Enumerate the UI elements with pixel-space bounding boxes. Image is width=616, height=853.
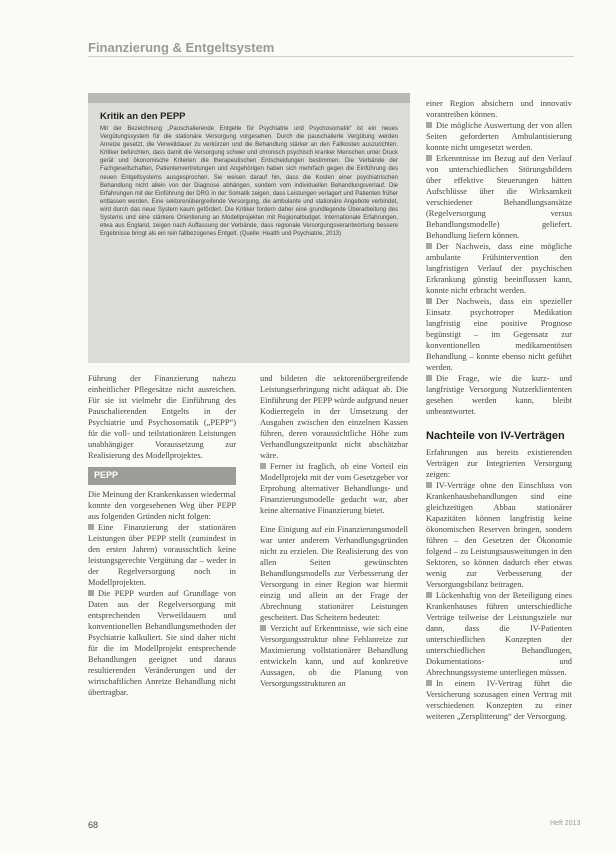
bullet-square-icon <box>426 155 432 161</box>
info-box-text: Mit der Bezeichnung „Pauschalierende Entgelte für Psychiatrie und Psychosomatik“ ist ein neues Vergütungssystem für die stationäre Versorgung vorgesehen. Durch die pauschalierte Vergütung werden Anreize gesetzt, die Verweildauer zu verkürzen und die Behandlung stärker an den Fallkosten auszurichten. Kritiker befürchten, dass damit die Versorgung schwer und chronisch psychisch kranker Menschen unter Druck gerät und ökonomische Kriterien die therapeutischen Entscheidungen bestimmen. Die Verbände der Fachgesellschaften, Patientenvertretungen und Angehörigen haben sich mehrfach gegen die Einführung des neuen Entgeltsystems ausgesprochen. Sie weisen darauf hin, dass die Kosten einer psychiatrischen Behandlung nicht allein von der Diagnose abhängen, sondern vom individuellen Behandlungsverlauf. Die Erfahrungen mit der Einführung der DRG in der Somatik zeigen, dass Leistungen verlagert und Patienten früher entlassen werden. Eine sektorenübergreifende Versorgung, die ambulante und stationäre Angebote verbindet, wird durch das neue System kaum gefördert. Die Kritiker fordern daher eine grundlegende Überarbeitung des Systems und eine stärkere Orientierung an Modellprojekten mit Regionalbudget. Internationale Erfahrungen, etwa aus England, zeigen nach Auffassung der Verbände, dass regionale Versorgungsverantwortung bessere Ergebnisse bringt als ein rein fallbezogenes Entgelt. (Quelle: Health und Psychiatrie, 2013) <box>100 126 398 238</box>
bullet-square-icon <box>426 122 432 128</box>
bullet-square-icon <box>426 592 432 598</box>
bullet-item: Erkenntnisse im Bezug auf den Verlauf von unterschiedlichen Störungsbildern über effektive Steuerungen hätten Aufschlüsse über die Wirksamkeit verschiedener Behandlungsansätze (Regelversorgung versus Behandlungsmodelle) geliefert. Behandlung liefern können. <box>426 154 572 240</box>
bullet-item: Die Frage, wie die kurz- und langfristige Versorgung Nutzerkliententen gesehen werden kann, bleibt unbeantwortet. <box>426 374 572 416</box>
page-number: 68 <box>88 820 99 830</box>
paragraph: Führung der Finanzierung nahezu einheitlicher Pflegesätze nicht ausreichen. Für sie ist vielmehr die Einführung des Pauschalierenden Entgelts in der Psychiatrie und Psychosomatik („PEPP“) für die voll- und teilstationären Leistungen unabhängiger Voraussetzung zur Realisierung des Modellprojektes. <box>88 374 236 460</box>
info-box-body <box>100 125 398 238</box>
info-box-header-bar <box>88 93 410 103</box>
bullet-square-icon <box>426 298 432 304</box>
bullet-square-icon <box>88 524 94 530</box>
bullet-square-icon <box>88 590 94 596</box>
paragraph: und bildeten die sektorenübergreifende Leistungserbringung nicht adäquat ab. Die Einführung der PEPP würde aufgrund neuer Kodierregeln in der Umsetzung der Ausgaben zwischen den einzelnen Kassen führen, deren voraussichtliche Höhe zum Verhandlungszeitpunkt nicht abschätzbar wäre. <box>260 374 408 460</box>
bullet-item: Die mögliche Auswertung der von allen Seiten geforderten Ambulantisierung konnte nicht umgesetzt werden. <box>426 121 572 152</box>
bullet-item: Eine Finanzierung der stationären Leistungen über PEPP stellt (zumindest in den ersten Jahren) vorausschtlich keine leistungsgerechte Vergütung dar – weder in der Regelversorgung noch in Modellprojekten. <box>88 523 236 587</box>
issue-label: Heft 2013 <box>550 820 581 827</box>
bullet-square-icon <box>260 625 266 631</box>
bullet-square-icon <box>426 243 432 249</box>
column-1 <box>88 373 236 698</box>
section-heading-bar <box>88 467 236 485</box>
bullet-item: Lückenhaftig von der Beteiligung eines Krankenhauses führen unterschiedliche Verträge teilweise der Leistungsziele nur dann, dass die IV-Patienten unterschiedlichen Konzepten der unterschiedlichen Behandlungen, Dokumentations- und Abrechnungssysteme unterliegen müssen. <box>426 591 572 677</box>
bullet-item: IV-Verträge ohne den Einschluss von Krankenhausbehandlungen sind eine gleichzeitigen Abbau stationärer Kapazitäten können langfristig keine ökonomischen Reserven bringen, sondern führen – den Gesetzen der Ökonomie folgend – zu Leistungsausweitungen in den Sektoren, so können dadurch eher etwas wenig zur Verbesserung der Versorgungsbilanz beitragen. <box>426 481 572 589</box>
bullet-item: In einem IV-Vertrag führt die Versicherung sozusagen einen Vertrag mit verschiedenen Konzepten zu einer weiteren „Zersplitterung“ der Versorgung. <box>426 679 572 721</box>
column-2 <box>260 373 408 689</box>
bullet-square-icon <box>426 482 432 488</box>
bullet-item: Ferner ist fraglich, ob eine Vorteil ein Modellprojekt mit der vom Gesetzgeber vor Erprobung alternativer Behandlungs- und Finanzierungsmodelle gedacht war, aber keine alternative Finanzierung bietet. <box>260 462 408 515</box>
bullet-square-icon <box>426 375 432 381</box>
bullet-item: Die PEPP wurden auf Grundlage von Daten aus der Regelversorgung mit entsprechenden Verweildauern und konventionellen Behandlungsmethoden der Psychiatrie kalkuliert. Sie sind daher nicht für die im Modellprojekt entsprechende Behandlungen geeignet und daraus resultierenden Veränderungen und der wirtschaftlichen Anreize Behandlung nicht übertragbar. <box>88 589 236 697</box>
info-box-title: Kritik an den PEPP <box>100 111 186 122</box>
paragraph: Erfahrungen aus bereits existierenden Verträgen zur Integrierten Versorgung zeigen: <box>426 448 572 479</box>
bullet-square-icon <box>426 680 432 686</box>
paragraph: Eine Einigung auf ein Finanzierungsmodell war unter anderem Verhandlungsgründen nicht zu erzielen. Die Realisierung des von allen Seiten gewünschten Behandlungsmodells zur Verbesserung der Versorgung in einer Region war hiermit einzig und allein an der Frage der Abrechnung stationärer Leistungen gescheitert. Das Scheitern bedeutet: <box>260 525 408 622</box>
paragraph: Die Meinung der Krankenkassen wiedermal konnte den vorgesehenen Weg über PEPP aus folgenden Gründen nicht folgen: <box>88 490 236 521</box>
bullet-square-icon <box>260 463 266 469</box>
bullet-item: Verzicht auf Erkenntnisse, wie sich eine Versorgungsstruktur ohne Fehlanreize zur Maximierung vollstationärer Behandlung entwickeln kann, und auf konkretive Aussagen, ob die Planung von Versorgungsstrukturen an <box>260 624 408 688</box>
info-box <box>88 93 410 363</box>
running-header: Finanzierung & Entgeltsystem <box>88 40 275 55</box>
bullet-item: Der Nachweis, dass eine mögliche ambulante Frühintervention den langfristigen Verlauf der psychischen Erkrankung günstig beeinflussen kann, konnte nicht erbracht werden. <box>426 242 572 295</box>
section-title: Nachteile von IV-Verträgen <box>426 430 565 442</box>
paragraph: einer Region absichern und innovativ vorantreiben können. <box>426 99 572 119</box>
section-heading: PEPP <box>94 470 119 480</box>
column-3 <box>426 98 572 722</box>
header-rule <box>88 56 574 57</box>
bullet-item: Der Nachweis, dass ein spezieller Einsatz psychotroper Medikation langfristig eine positive Prognose begünstigt – im Gegensatz zur konventionellen medikamentösen Behandlung – konnte ebenso nicht geführt werden. <box>426 297 572 372</box>
